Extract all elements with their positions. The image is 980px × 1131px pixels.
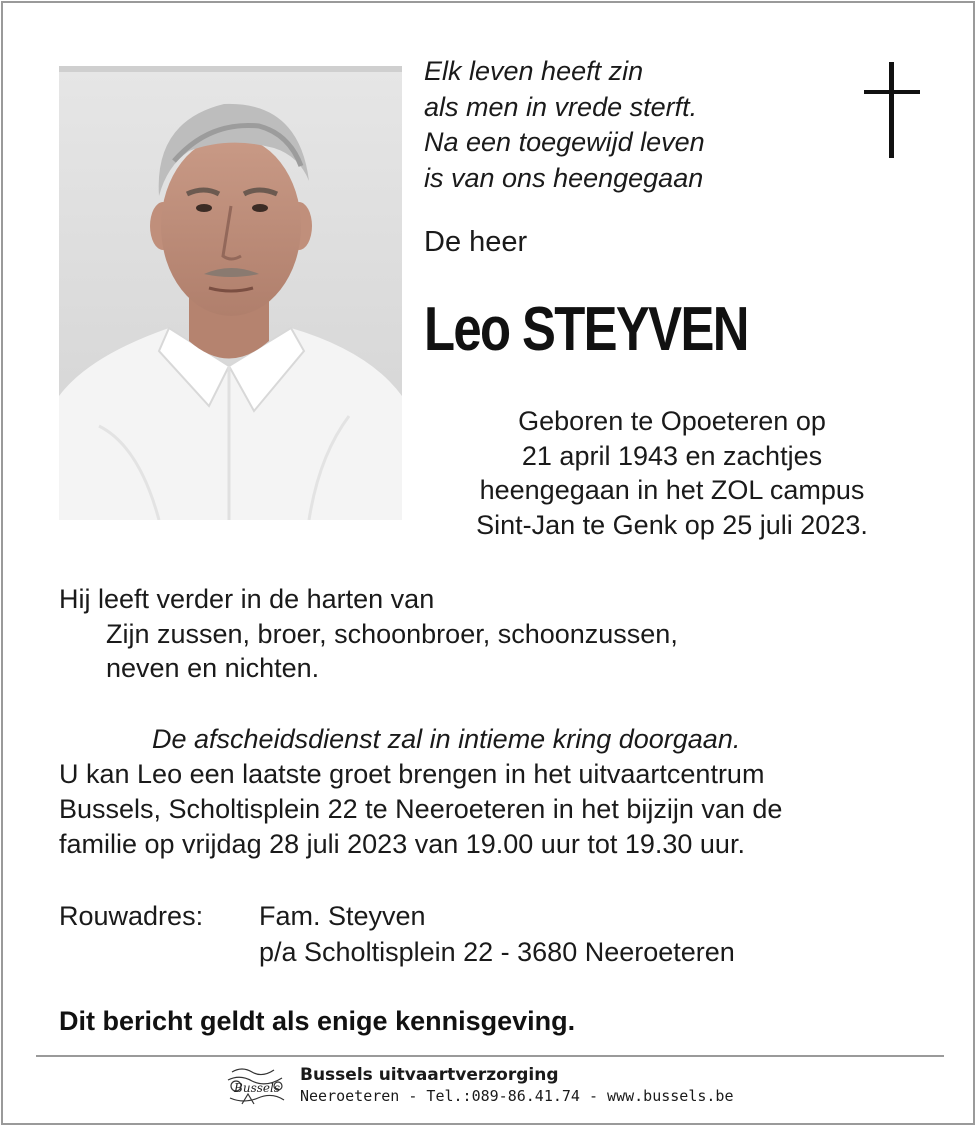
address-label: Rouwadres: — [59, 901, 204, 931]
cross-icon — [864, 62, 922, 160]
birth-line: heengegaan in het ZOL campus — [479, 475, 865, 505]
company-contact: Neeroeteren - Tel.:089-86.41.74 - www.bussels.be — [300, 1087, 734, 1105]
service-line: U kan Leo een laatste groet brengen in het uitvaartcentrum — [59, 759, 765, 789]
birth-line: Geboren te Opoeteren op — [518, 406, 826, 436]
bussels-logo-icon — [222, 1064, 292, 1108]
svg-text:Bussels: Bussels — [234, 1081, 280, 1095]
survived-by — [59, 582, 678, 686]
survived-relatives-2: neven en nichten. — [106, 653, 320, 683]
birth-line: Sint-Jan te Genk op 25 juli 2023. — [476, 509, 868, 540]
address-line-1: Fam. Steyven — [259, 901, 426, 931]
service-info — [59, 722, 782, 862]
poem-line: als men in vrede sterft. — [424, 91, 698, 122]
poem-line: Na een toegewijd leven — [424, 127, 705, 157]
survived-relatives: Zijn zussen, broer, schoonbroer, schoonzussen, — [106, 618, 678, 649]
service-italic-line: De afscheidsdienst zal in intieme kring doorgaan. — [152, 724, 741, 754]
birth-details — [430, 404, 914, 542]
mourning-address — [59, 899, 735, 970]
portrait-illustration — [59, 66, 402, 520]
footer-info — [300, 1065, 733, 1107]
footer-divider — [36, 1055, 944, 1057]
portrait-photo — [59, 66, 402, 520]
address-line-2: p/a Scholtisplein 22 - 3680 Neeroeteren — [259, 936, 735, 967]
survived-intro: Hij leeft verder in de harten van — [59, 584, 435, 614]
poem-line: Elk leven heeft zin — [424, 56, 644, 86]
poem-line: is van ons heengegaan — [424, 162, 704, 193]
deceased-name: Leo STEYVEN — [424, 295, 748, 364]
company-name: Bussels uitvaartverzorging — [300, 1065, 559, 1085]
service-line: familie op vrijdag 28 juli 2023 van 19.00 uur tot 19.30 uur. — [59, 829, 745, 859]
salutation: De heer — [424, 226, 528, 258]
service-line: Bussels, Scholtisplein 22 te Neeroeteren in het bijzijn van de — [59, 794, 783, 824]
birth-line: 21 april 1943 en zachtjes — [521, 440, 823, 471]
poem — [424, 54, 705, 196]
notice-statement: Dit bericht geldt als enige kennisgeving. — [59, 1006, 576, 1036]
